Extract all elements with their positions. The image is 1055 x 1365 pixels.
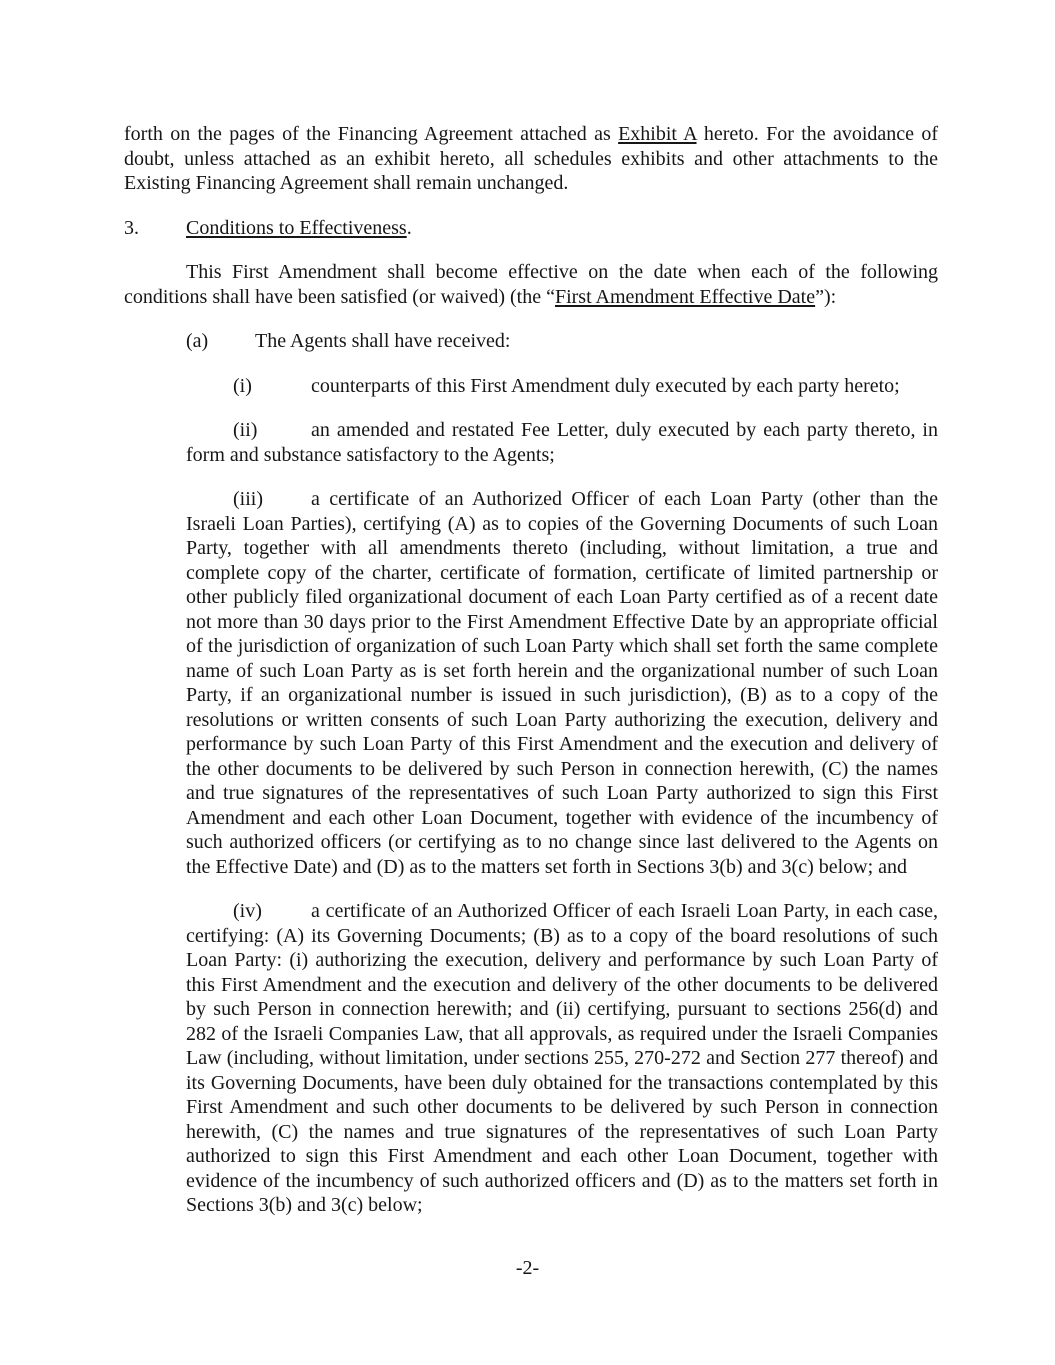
- subclause-iv-label: (iv): [233, 900, 262, 922]
- subclause-iv: [124, 899, 938, 1218]
- effectiveness-paragraph: This First Amendment shall become effective on the date when each of the following conditions shall have been satisfied (or waived) (the “First Amendment Effective Date”):: [124, 261, 938, 308]
- subclause-ii-text: an amended and restated Fee Letter, duly executed by each party thereto, in form and substance satisfactory to the Agents;: [186, 419, 938, 466]
- section-heading: [124, 216, 938, 241]
- subclause-i-label: (i): [233, 374, 252, 397]
- intro-paragraph: forth on the pages of the Financing Agreement attached as Exhibit A hereto. For the avoidance of doubt, unless attached as an exhibit hereto, all schedules exhibits and other attachments to the Existing Financing Agreement shall remain unchanged.: [124, 123, 938, 194]
- page-number: -2-: [515, 1257, 540, 1279]
- clause-a-text: The Agents shall have received:: [255, 330, 511, 352]
- subclause-i-text: counterparts of this First Amendment duly executed by each party hereto;: [311, 374, 900, 397]
- clause-a-label: (a): [186, 330, 209, 352]
- subclause-i: [124, 374, 938, 399]
- clause-a: [124, 329, 938, 354]
- section-number: 3.: [124, 216, 139, 239]
- subclause-iii-label: (iii): [233, 488, 263, 510]
- section-title: Conditions to Effectiveness: [186, 216, 407, 239]
- subclause-ii-label: (ii): [233, 419, 258, 441]
- subclause-iii-text: a certificate of an Authorized Officer of each Loan Party (other than the Israeli Loan Parties), certifying (A) as to copies of the Governing Documents of such Loan Party, together with all amendments thereto (including, without limitation, a true and complete copy of the charter, certificate of formation, certificate of limited partnership or other publicly filed organizational document of each Loan Party certified as of a recent date not more than 30 days prior to the First Amendment Effective Date by an appropriate official of the jurisdiction of organization of such Loan Party which shall set forth the same complete name of such Loan Party as is set forth herein and the organizational number of such Loan Party, if an organizational number is issued in such jurisdiction), (B) as to a copy of the resolutions or written consents of such Loan Party authorizing the execution, delivery and performance by such Loan Party of this First Amendment and the execution and delivery of the other documents to be delivered by such Person in connection herewith, (C) the names and true signatures of the representatives of such Loan Party authorized to sign this First Amendment and each other Loan Document, together with evidence of the incumbency of such authorized officers (or certifying as to no change since last delivered to the Agents on the Effective Date) and (D) as to the matters set forth in Sections 3(b) and 3(c) below; and: [186, 488, 938, 878]
- subclause-iv-text: a certificate of an Authorized Officer of each Israeli Loan Party, in each case, certifying: (A) its Governing Documents; (B) as to a copy of the board resolutions of such Loan Party: (i) authorizing the execution, delivery and performance by such Loan Party of this First Amendment and the execution and delivery of the other documents to be delivered by such Person in connection herewith; and (ii) certifying, pursuant to sections 256(d) and 282 of the Israeli Companies Law, that all approvals, as required under the Israeli Companies Law (including, without limitation, under sections 255, 270-272 and Section 277 thereof) and its Governing Documents, have been duly obtained for the transactions contemplated by this First Amendment and such other documents to be delivered by such Person in connection herewith, (C) the names and true signatures of the representatives of such Loan Party authorized to sign this First Amendment and each other Loan Document, together with evidence of the incumbency of such authorized officers and (D) as to the matters set forth in Sections 3(b) and 3(c) below;: [186, 900, 938, 1216]
- subclause-ii: [124, 418, 938, 467]
- subclause-iii: [124, 487, 938, 879]
- section-title-suffix: .: [406, 216, 412, 239]
